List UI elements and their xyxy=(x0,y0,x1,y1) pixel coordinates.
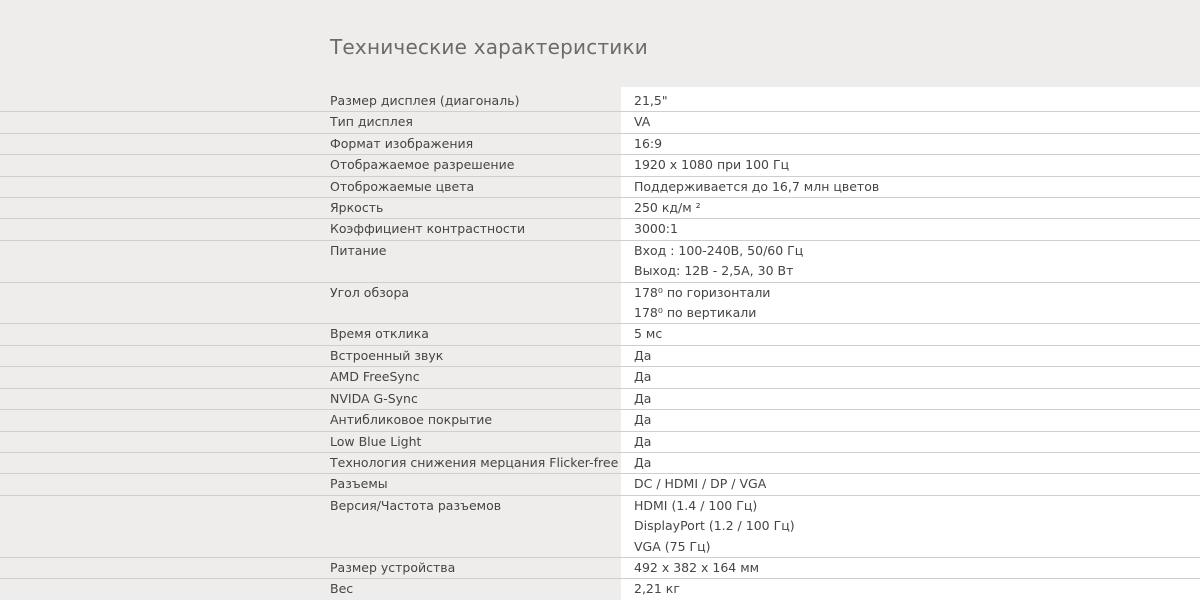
spec-value: 5 мс xyxy=(634,326,663,342)
spec-value-group xyxy=(634,241,1200,282)
spec-row xyxy=(0,474,1200,495)
spec-value: 178⁰ по горизонтали xyxy=(634,284,771,300)
spec-value: Поддерживается до 16,7 млн цветов xyxy=(634,178,880,194)
spec-value-group xyxy=(634,558,1200,578)
spec-row xyxy=(0,112,1200,133)
specifications-table xyxy=(0,91,1200,600)
spec-value: Выход: 12В - 2,5А, 30 Вт xyxy=(634,263,794,279)
spec-label: Разъемы xyxy=(330,476,388,492)
spec-value-group xyxy=(634,155,1200,175)
spec-value: DisplayPort (1.2 / 100 Гц) xyxy=(634,518,795,534)
spec-row xyxy=(0,91,1200,112)
spec-row xyxy=(0,410,1200,431)
spec-value: Да xyxy=(634,369,652,385)
spec-value-group xyxy=(634,283,1200,324)
spec-value: HDMI (1.4 / 100 Гц) xyxy=(634,497,758,513)
spec-value-group xyxy=(634,177,1200,197)
spec-label: Питание xyxy=(330,242,387,258)
spec-value-group xyxy=(634,432,1200,452)
spec-value-group xyxy=(634,579,1200,599)
spec-row xyxy=(0,283,1200,325)
spec-row xyxy=(0,432,1200,453)
spec-value: VA xyxy=(634,114,651,130)
spec-row xyxy=(0,558,1200,579)
spec-value-group xyxy=(634,134,1200,154)
spec-label: Время отклика xyxy=(330,326,429,342)
spec-row xyxy=(0,367,1200,388)
spec-value: 1920 x 1080 при 100 Гц xyxy=(634,157,790,173)
spec-row xyxy=(0,324,1200,345)
spec-row xyxy=(0,346,1200,367)
spec-row xyxy=(0,579,1200,599)
spec-label: Low Blue Light xyxy=(330,433,422,449)
spec-label: Размер устройства xyxy=(330,559,456,575)
spec-value: VGA (75 Гц) xyxy=(634,538,711,554)
spec-value-group xyxy=(634,453,1200,473)
spec-value-group xyxy=(634,219,1200,239)
spec-value-group xyxy=(634,198,1200,218)
spec-value: Да xyxy=(634,454,652,470)
spec-value-group xyxy=(634,324,1200,344)
spec-value: 21,5" xyxy=(634,93,668,108)
spec-label: Версия/Частота разъемов xyxy=(330,497,502,513)
spec-label: Отоброжаемые цвета xyxy=(330,178,475,194)
spec-value: Да xyxy=(634,390,652,406)
spec-value: 3000:1 xyxy=(634,221,678,237)
spec-value-group xyxy=(634,112,1200,132)
spec-label: Встроенный звук xyxy=(330,347,444,363)
spec-row xyxy=(0,496,1200,558)
spec-row xyxy=(0,134,1200,155)
spec-value: 250 кд/м ² xyxy=(634,200,701,216)
spec-value: 16:9 xyxy=(634,135,663,151)
spec-label: Яркость xyxy=(330,200,384,216)
spec-row xyxy=(0,198,1200,219)
spec-value-group xyxy=(634,91,1200,111)
spec-label: Вес xyxy=(330,581,354,597)
spec-row xyxy=(0,389,1200,410)
spec-value-group xyxy=(634,367,1200,387)
spec-value-group xyxy=(634,474,1200,494)
spec-label: Коэффициент контрастности xyxy=(330,221,526,237)
spec-value: Да xyxy=(634,412,652,428)
spec-row xyxy=(0,241,1200,283)
spec-value: 2,21 кг xyxy=(634,581,680,597)
spec-row xyxy=(0,155,1200,176)
spec-value: 178⁰ по вертикали xyxy=(634,305,757,321)
spec-value-group xyxy=(634,346,1200,366)
spec-label: Отображаемое разрешение xyxy=(330,157,515,173)
section-title: Технические характеристики xyxy=(330,35,648,59)
spec-label: Тип дисплея xyxy=(330,114,413,130)
spec-value: Да xyxy=(634,433,652,449)
spec-value: Да xyxy=(634,347,652,363)
spec-value-group xyxy=(634,389,1200,409)
spec-row xyxy=(0,219,1200,240)
spec-label: Технология снижения мерцания Flicker-free xyxy=(330,454,619,470)
spec-value: Вход : 100-240В, 50/60 Гц xyxy=(634,242,804,258)
spec-label: Антибликовое покрытие xyxy=(330,412,493,428)
spec-label: NVIDA G-Sync xyxy=(330,390,418,406)
spec-label: AMD FreeSync xyxy=(330,369,420,385)
spec-value: 492 x 382 x 164 мм xyxy=(634,559,760,575)
spec-value-group xyxy=(634,410,1200,430)
spec-value: DC / HDMI / DP / VGA xyxy=(634,476,767,492)
spec-value-group xyxy=(634,496,1200,557)
spec-row xyxy=(0,177,1200,198)
spec-label: Угол обзора xyxy=(330,284,410,300)
spec-label: Формат изображения xyxy=(330,135,474,151)
spec-label: Размер дисплея (диагональ) xyxy=(330,93,520,108)
spec-row xyxy=(0,453,1200,474)
